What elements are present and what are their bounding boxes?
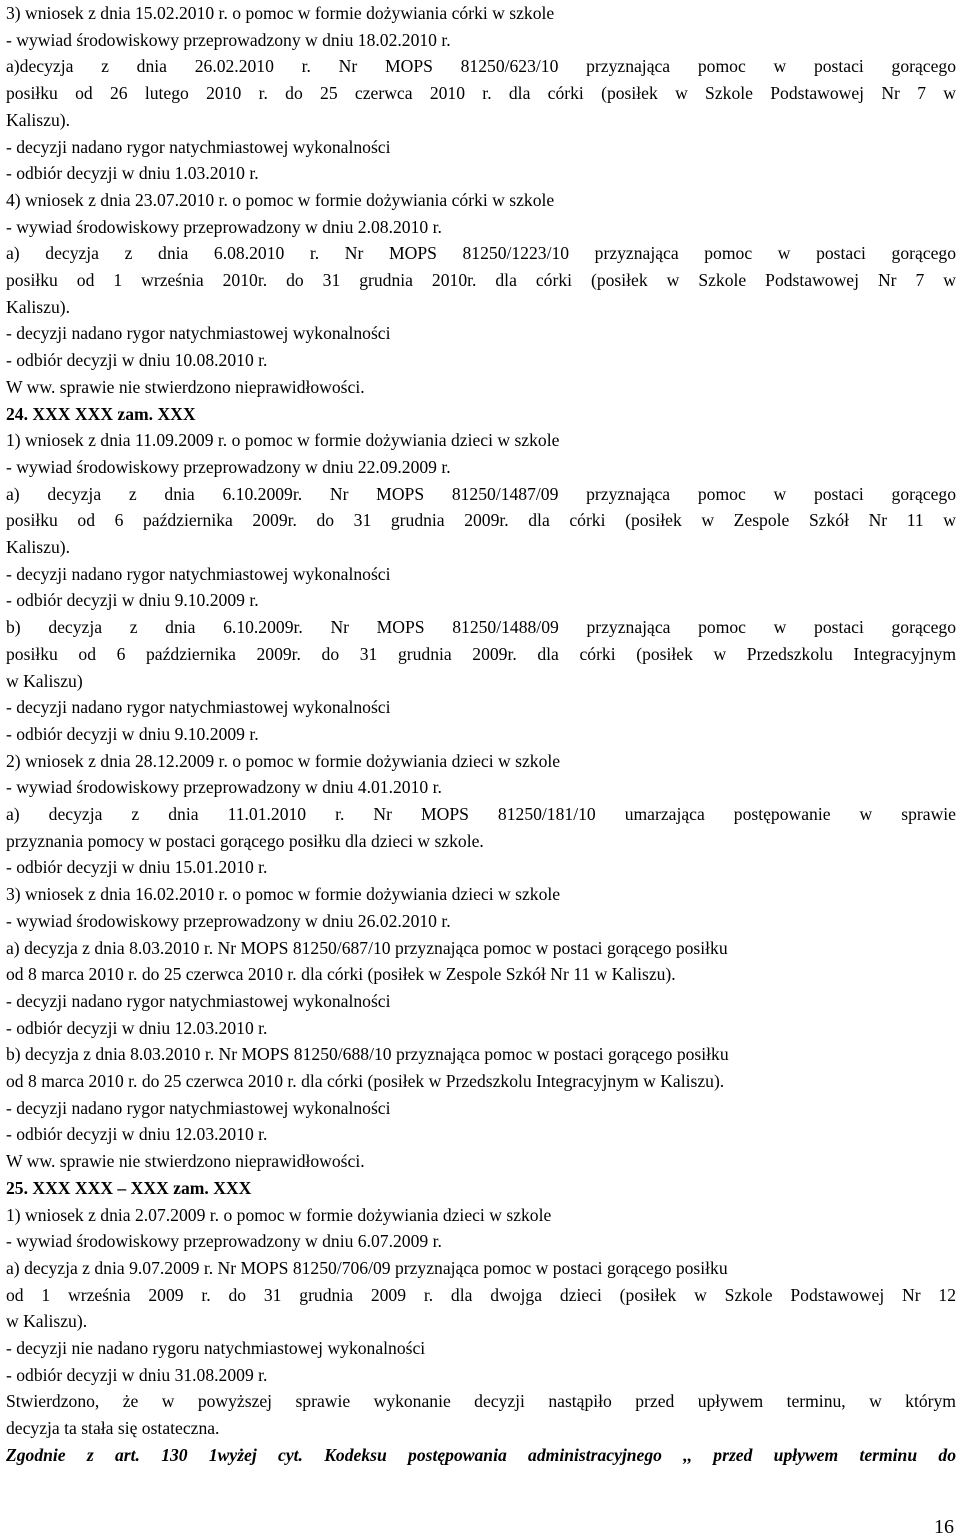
legal-note: Zgodnie z art. 130 1wyżej cyt. Kodeksu postępowania administracyjnego ,, przed upływem terminu do [6,1444,956,1465]
text-line: - odbiór decyzji w dniu 9.10.2009 r. [6,590,259,611]
text-line: Kaliszu). [6,296,71,317]
text-line: W ww. sprawie nie stwierdzono nieprawidłowości. [6,1151,365,1172]
text-line: 2) wniosek z dnia 28.12.2009 r. o pomoc w formie dożywiania dzieci w szkole [6,750,561,771]
text-line: posiłku od 6 października 2009r. do 31 grudnia 2009r. dla córki (posiłek w Zespole Szkół Nr 11 w [6,510,956,531]
text-line: - odbiór decyzji w dniu 1.03.2010 r. [6,163,259,184]
text-line: od 8 marca 2010 r. do 25 czerwca 2010 r. dla córki (posiłek w Przedszkolu Integracyjnym w Kaliszu). [6,1071,725,1091]
text-line: od 1 września 2009 r. do 31 grudnia 2009 r. dla dwojga dzieci (posiłek w Szkole Podstawowej Nr 12 [6,1284,956,1305]
text-line: 1) wniosek z dnia 2.07.2009 r. o pomoc w formie dożywiania dzieci w szkole [6,1204,552,1225]
section-heading: 24. XXX XXX zam. XXX [6,403,196,424]
text-line: 4) wniosek z dnia 23.07.2010 r. o pomoc w formie dożywiania córki w szkole [6,189,555,210]
text-line: - odbiór decyzji w dniu 9.10.2009 r. [6,723,259,744]
section-heading: 25. XXX XXX – XXX zam. XXX [6,1177,252,1198]
text-line: - decyzji nadano rygor natychmiastowej wykonalności [6,323,391,344]
text-line: posiłku od 6 października 2009r. do 31 grudnia 2009r. dla córki (posiłek w Przedszkolu Integracyjnym [6,643,956,664]
text-line: 3) wniosek z dnia 16.02.2010 r. o pomoc w formie dożywiania dzieci w szkole [6,884,561,905]
text-line: - wywiad środowiskowy przeprowadzony w dniu 18.02.2010 r. [6,29,451,50]
page-number: 16 [934,1516,954,1538]
text-line: - odbiór decyzji w dniu 12.03.2010 r. [6,1017,268,1038]
text-line: - wywiad środowiskowy przeprowadzony w dniu 6.07.2009 r. [6,1231,442,1252]
text-line: - odbiór decyzji w dniu 31.08.2009 r. [6,1364,268,1385]
text-line: Stwierdzono, że w powyższej sprawie wykonanie decyzji nastąpiło przed upływem terminu, w którym [6,1391,956,1412]
text-line: Kaliszu). [6,109,71,130]
text-line: od 8 marca 2010 r. do 25 czerwca 2010 r. dla córki (posiłek w Zespole Szkół Nr 11 w Kaliszu). [6,964,676,985]
text-line: - decyzji nie nadano rygoru natychmiastowej wykonalności [6,1338,426,1358]
text-line: a) decyzja z dnia 9.07.2009 r. Nr MOPS 81250/706/09 przyznająca pomoc w postaci gorącego posiłku [6,1257,728,1278]
text-line: - odbiór decyzji w dniu 15.01.2010 r. [6,857,268,878]
text-line: 3) wniosek z dnia 15.02.2010 r. o pomoc w formie dożywiania córki w szkole [6,3,555,23]
text-line: - decyzji nadano rygor natychmiastowej wykonalności [6,136,391,157]
text-line: - wywiad środowiskowy przeprowadzony w dniu 4.01.2010 r. [6,777,442,798]
text-line: b) decyzja z dnia 8.03.2010 r. Nr MOPS 81250/688/10 przyznająca pomoc w postaci gorącego posiłku [6,1044,729,1065]
text-line: a) decyzja z dnia 6.08.2010 r. Nr MOPS 81250/1223/10 przyznająca pomoc w postaci gorącego [6,243,956,264]
text-line: - odbiór decyzji w dniu 10.08.2010 r. [6,350,268,371]
text-line: W ww. sprawie nie stwierdzono nieprawidłowości. [6,376,365,397]
text-line: a) decyzja z dnia 8.03.2010 r. Nr MOPS 81250/687/10 przyznająca pomoc w postaci gorącego posiłku [6,937,728,958]
text-line: przyznania pomocy w postaci gorącego posiłku dla dzieci w szkole. [6,830,484,851]
text-line: - wywiad środowiskowy przeprowadzony w dniu 2.08.2010 r. [6,216,442,237]
text-line: - decyzji nadano rygor natychmiastowej wykonalności [6,990,391,1011]
text-line: - wywiad środowiskowy przeprowadzony w dniu 22.09.2009 r. [6,456,451,477]
text-line: - decyzji nadano rygor natychmiastowej wykonalności [6,563,391,584]
text-line: posiłku od 26 lutego 2010 r. do 25 czerwca 2010 r. dla córki (posiłek w Szkole Podstawowej Nr 7 w [6,83,956,104]
text-line: b) decyzja z dnia 6.10.2009r. Nr MOPS 81250/1488/09 przyznająca pomoc w postaci gorącego [6,617,956,638]
text-line: - wywiad środowiskowy przeprowadzony w dniu 26.02.2010 r. [6,910,451,931]
text-line: - decyzji nadano rygor natychmiastowej wykonalności [6,1097,391,1118]
text-line: - odbiór decyzji w dniu 12.03.2010 r. [6,1124,268,1145]
text-line: - decyzji nadano rygor natychmiastowej wykonalności [6,697,391,718]
text-line: 1) wniosek z dnia 11.09.2009 r. o pomoc w formie dożywiania dzieci w szkole [6,430,560,451]
text-line: a) decyzja z dnia 6.10.2009r. Nr MOPS 81250/1487/09 przyznająca pomoc w postaci gorącego [6,483,956,504]
text-line: Kaliszu). [6,537,71,557]
text-line: w Kaliszu). [6,1311,88,1332]
text-line: posiłku od 1 września 2010r. do 31 grudnia 2010r. dla córki (posiłek w Szkole Podstawowej Nr 7 w [6,270,956,290]
text-line: w Kaliszu) [6,670,83,691]
text-line: decyzja ta stała się ostateczna. [6,1418,220,1439]
text-line: a) decyzja z dnia 11.01.2010 r. Nr MOPS 81250/181/10 umarzająca postępowanie w sprawie [6,804,956,824]
text-line: a)decyzja z dnia 26.02.2010 r. Nr MOPS 81250/623/10 przyznająca pomoc w postaci gorącego [6,56,956,77]
